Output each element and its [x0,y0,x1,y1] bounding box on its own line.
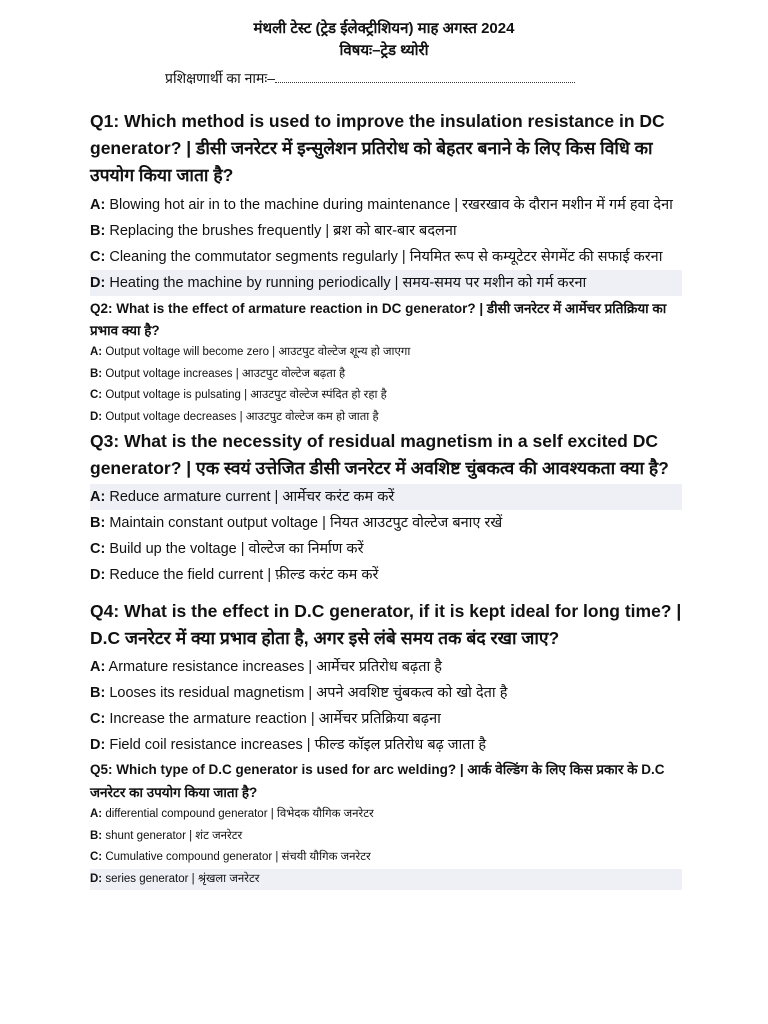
option-d: D: Field coil resistance increases | फील्ड कॉइल प्रतिरोध बढ़ जाता है [90,737,487,753]
option-b: B: Maintain constant output voltage | नियत आउटपुट वोल्टेज बनाए रखें [90,515,503,531]
option-d: D: series generator | श्रृंखला जनरेटर [90,869,682,891]
option-a: A: Armature resistance increases | आर्मेचर प्रतिरोध बढ़ता है [90,659,442,675]
trainee-name-line [165,68,575,88]
option-a: A: Reduce armature current | आर्मेचर करंट कम करें [90,484,682,510]
option-a: A: Output voltage will become zero | आउटपुट वोल्टेज शून्य हो जाएगा [90,346,411,358]
option-b: B: Replacing the brushes frequently | ब्रश को बार-बार बदलना [90,223,457,239]
option-c: C: Cumulative compound generator | संचयी यौगिक जनरेटर [90,851,371,863]
question-list [90,108,682,890]
question-2 [90,298,682,428]
test-title: मंथली टेस्ट (ट्रेड ईलेक्ट्रीशियन) माह अगस्त 2024 [253,20,515,37]
option-c: C: Build up the voltage | वोल्टेज का निर्माण करें [90,541,364,557]
question-text: Q2: What is the effect of armature reaction in DC generator? | डीसी जनरेटर में आर्मेचर प्रतिक्रिया का प्रभाव क्या है? [90,301,667,338]
option-a: A: differential compound generator | विभेदक यौगिक जनरेटर [90,808,374,820]
question-1 [90,108,682,296]
question-text: Q5: Which type of D.C generator is used for arc welding? | आर्क वेल्डिंग के लिए किस प्रकार के D.C जनरेटर का उपयोग किया जाता है? [90,762,665,800]
option-a: A: Blowing hot air in to the machine during maintenance | रखरखाव के दौरान मशीन में गर्म हवा देना [90,197,673,213]
option-b: B: shunt generator | शंट जनरेटर [90,829,243,842]
option-d: D: Output voltage decreases | आउटपुट वोल्टेज कम हो जाता है [90,410,379,423]
trainee-name-label: प्रशिक्षणार्थी का नामः– [165,70,276,86]
question-5 [90,758,682,890]
option-c: C: Cleaning the commutator segments regularly | नियमित रूप से कम्यूटेटर सेगमेंट की सफाई करना [90,249,663,265]
question-text: Q1: Which method is used to improve the insulation resistance in DC generator? | डीसी जनरेटर में इन्सुलेशन प्रतिरोध को बेहतर बनाने के लिए किस विधि का उपयोग किया जाता है? [90,111,665,185]
name-blank [275,70,575,83]
question-text: Q4: What is the effect in D.C generator, if it is kept ideal for long time? | D.C जनरेटर में क्या प्रभाव होता है, अगर इसे लंबे समय तक बंद रखा जाए? [90,601,682,648]
question-3 [90,428,682,588]
option-b: B: Output voltage increases | आउटपुट वोल्टेज बढ़ता है [90,367,346,380]
question-text: Q3: What is the necessity of residual magnetism in a self excited DC generator? | एक स्वयं उत्तेजित डीसी जनरेटर में अवशिष्ट चुंबकत्व की आवश्यकता क्या है? [90,431,669,478]
option-b: B: Looses its residual magnetism | अपने अवशिष्ट चुंबकत्व को खो देता है [90,685,508,701]
subject-line: विषयः–ट्रेड थ्योरी [339,42,429,59]
option-d: D: Heating the machine by running periodically | समय-समय पर मशीन को गर्म करना [90,270,682,296]
option-c: C: Output voltage is pulsating | आउटपुट वोल्टेज स्पंदित हो रहा है [90,389,387,401]
question-4 [90,598,682,758]
option-c: C: Increase the armature reaction | आर्मेचर प्रतिक्रिया बढ़ना [90,711,441,727]
document-header [0,0,768,62]
option-d: D: Reduce the field current | फ़ील्ड करंट कम करें [90,567,379,583]
